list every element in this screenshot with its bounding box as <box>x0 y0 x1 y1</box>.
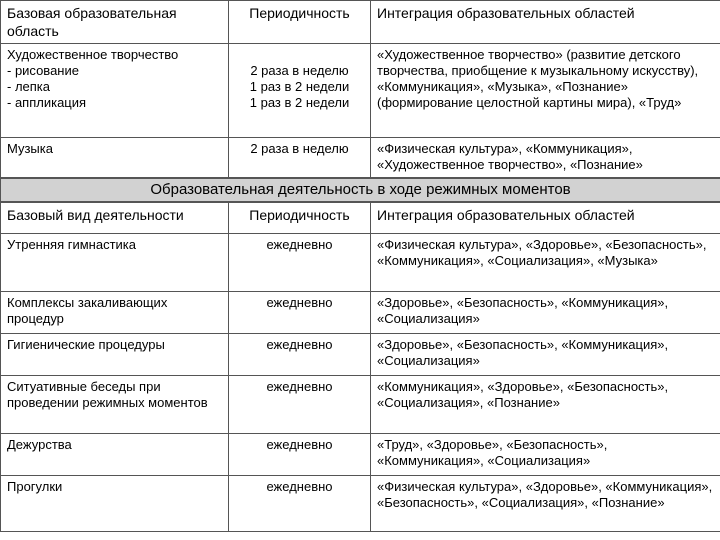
period-cell: ежедневно <box>229 376 371 434</box>
activity-cell: Дежурства <box>1 434 229 476</box>
period-cell: 2 раза в неделю 1 раз в 2 недели 1 раз в 2 недели <box>229 44 371 138</box>
table-row <box>1 334 720 376</box>
header-integration: Интеграция образовательных областей <box>371 202 720 234</box>
table-row <box>1 376 720 434</box>
section-band <box>1 178 720 202</box>
integration-cell: «Физическая культура», «Коммуникация», «Художественное творчество», «Познание» <box>371 138 720 178</box>
table1-header-row <box>1 1 720 44</box>
integration-cell: «Здоровье», «Безопасность», «Коммуникация», «Социализация» <box>371 292 720 334</box>
period-cell: ежедневно <box>229 434 371 476</box>
table-row <box>1 234 720 292</box>
header-periodicity: Периодичность <box>229 1 371 44</box>
header-base-area: Базовая образовательная область <box>1 1 229 44</box>
integration-cell: «Физическая культура», «Здоровье», «Коммуникация», «Безопасность», «Социализация», «Познание» <box>371 476 720 532</box>
table-row <box>1 476 720 532</box>
activity-cell: Ситуативные беседы при проведении режимных моментов <box>1 376 229 434</box>
period-cell: ежедневно <box>229 476 371 532</box>
period-cell: ежедневно <box>229 292 371 334</box>
integration-cell: «Коммуникация», «Здоровье», «Безопасность», «Социализация», «Познание» <box>371 376 720 434</box>
header-integration: Интеграция образовательных областей <box>371 1 720 44</box>
activity-cell: Комплексы закаливающих процедур <box>1 292 229 334</box>
header-activity: Базовый вид деятельности <box>1 202 229 234</box>
header-periodicity: Периодичность <box>229 202 371 234</box>
period-cell: 2 раза в неделю <box>229 138 371 178</box>
period-cell: ежедневно <box>229 234 371 292</box>
table2-header-row <box>1 202 720 234</box>
table-row <box>1 44 720 138</box>
area-cell: Музыка <box>1 138 229 178</box>
table-row <box>1 138 720 178</box>
table-row <box>1 434 720 476</box>
area-cell: Художественное творчество - рисование - лепка - аппликация <box>1 44 229 138</box>
section-title: Образовательная деятельность в ходе режимных моментов <box>1 178 720 202</box>
activity-cell: Гигиенические процедуры <box>1 334 229 376</box>
activity-cell: Утренняя гимнастика <box>1 234 229 292</box>
integration-cell: «Труд», «Здоровье», «Безопасность», «Коммуникация», «Социализация» <box>371 434 720 476</box>
period-cell: ежедневно <box>229 334 371 376</box>
integration-cell: «Физическая культура», «Здоровье», «Безопасность», «Коммуникация», «Социализация», «Музыка» <box>371 234 720 292</box>
table-row <box>1 292 720 334</box>
activity-cell: Прогулки <box>1 476 229 532</box>
integration-cell: «Здоровье», «Безопасность», «Коммуникация», «Социализация» <box>371 334 720 376</box>
integration-cell: «Художественное творчество» (развитие детского творчества, приобщение к музыкальному искусству), «Коммуникация», «Музыка», «Познание» (формирование целостной картины мира), «Труд» <box>371 44 720 138</box>
